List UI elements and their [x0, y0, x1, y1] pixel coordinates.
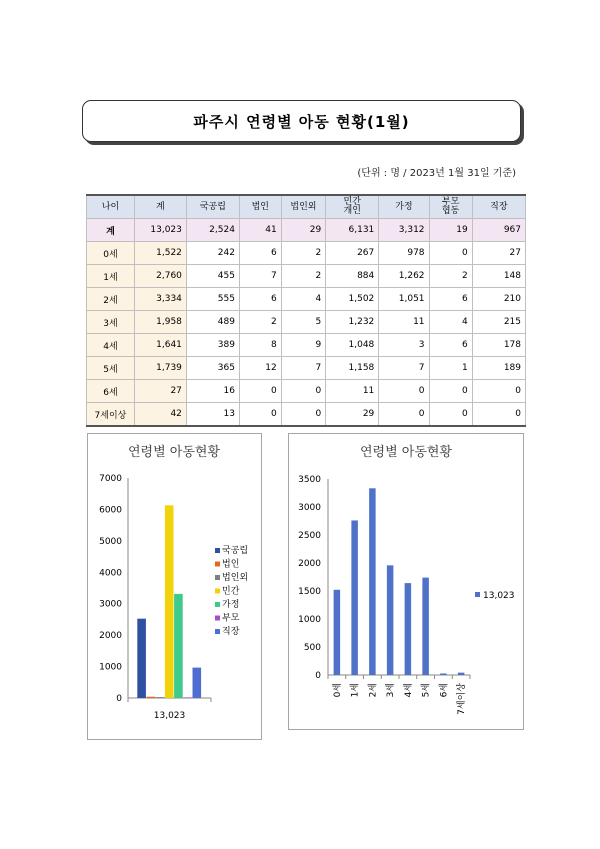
legend-label: 13,023 [483, 591, 515, 601]
bar [369, 488, 376, 675]
bar [422, 578, 429, 675]
table-cell: 3 [379, 334, 429, 357]
column-header-text: 법인 [251, 201, 269, 212]
table-cell: 4 [281, 288, 326, 311]
bar [458, 673, 465, 675]
row-label: 4세 [87, 334, 135, 357]
table-cell: 0 [472, 380, 525, 403]
bar [183, 697, 192, 698]
table-cell: 4 [429, 311, 472, 334]
table-cell: 178 [472, 334, 525, 357]
chart-by-age [288, 433, 524, 730]
table-cell: 6 [239, 288, 281, 311]
row-label: 6세 [87, 380, 135, 403]
table-cell: 978 [379, 242, 429, 265]
table-cell: 27 [134, 380, 186, 403]
legend-swatch [215, 629, 220, 634]
table-cell: 0 [429, 380, 472, 403]
y-tick-label: 4000 [99, 568, 122, 579]
x-tick-label: 4세 [403, 683, 414, 698]
table-cell: 29 [326, 403, 379, 427]
table-cell: 1,048 [326, 334, 379, 357]
row-label: 0세 [87, 242, 135, 265]
table-cell: 148 [472, 265, 525, 288]
legend-label: 국공립 [222, 546, 249, 556]
table-cell: 189 [472, 357, 525, 380]
page-title: 파주시 연령별 아동 현황(1월) [193, 112, 410, 131]
table-cell: 0 [281, 380, 326, 403]
column-header-text: 법인외 [290, 201, 317, 212]
table-cell: 0 [429, 403, 472, 427]
y-tick-label: 0 [315, 671, 321, 681]
y-tick-label: 2000 [99, 631, 122, 642]
chart-by-facility [87, 433, 262, 740]
column-header [281, 195, 326, 219]
table-row [87, 380, 526, 403]
table-cell: 2,524 [186, 219, 239, 242]
y-tick-label: 7000 [99, 474, 122, 484]
row-label: 3세 [87, 311, 135, 334]
x-tick-label: 13,023 [153, 711, 186, 721]
column-header [87, 195, 135, 219]
table-cell: 42 [134, 403, 186, 427]
chart-title: 연령별 아동현황 [359, 445, 453, 460]
table-row [87, 311, 526, 334]
column-header [134, 195, 186, 219]
row-label: 7세이상 [87, 403, 135, 427]
table-cell: 489 [186, 311, 239, 334]
legend-swatch [215, 575, 220, 580]
table-cell: 29 [281, 219, 326, 242]
table-cell: 11 [379, 311, 429, 334]
table-cell: 6 [429, 288, 472, 311]
table-cell: 13 [186, 403, 239, 427]
table-cell: 0 [239, 380, 281, 403]
column-header-text: 개인 [343, 206, 361, 216]
table-cell: 1,641 [134, 334, 186, 357]
chart-by-age-svg [289, 434, 523, 729]
table-row [87, 403, 526, 427]
table-cell: 7 [239, 265, 281, 288]
table-cell: 267 [326, 242, 379, 265]
x-tick-label: 0세 [332, 683, 343, 698]
table-cell: 389 [186, 334, 239, 357]
y-tick-label: 6000 [99, 505, 122, 516]
row-label: 2세 [87, 288, 135, 311]
x-tick-label: 7세이상 [457, 683, 468, 715]
table-cell: 6 [429, 334, 472, 357]
y-tick-label: 3500 [298, 475, 321, 485]
title-box [82, 100, 521, 142]
table-cell: 967 [472, 219, 525, 242]
legend-label: 부모 [222, 613, 240, 624]
legend-label: 가정 [222, 600, 240, 610]
table-row [87, 219, 526, 242]
table-cell: 1 [429, 357, 472, 380]
column-header [429, 195, 472, 219]
row-label: 계 [87, 219, 135, 242]
column-header-text: 민간 [343, 197, 361, 207]
bar [147, 697, 156, 698]
bar [440, 673, 447, 675]
table-cell: 1,051 [379, 288, 429, 311]
table-cell: 0 [379, 403, 429, 427]
x-tick-label: 6세 [439, 683, 450, 698]
table-cell: 0 [429, 242, 472, 265]
table-cell: 7 [281, 357, 326, 380]
y-tick-label: 3000 [298, 503, 321, 513]
bar [405, 583, 412, 675]
legend-swatch [215, 616, 220, 621]
table-cell: 16 [186, 380, 239, 403]
x-tick-label: 2세 [368, 683, 379, 698]
y-tick-label: 1000 [298, 615, 321, 625]
bar [137, 619, 146, 698]
table-cell: 1,502 [326, 288, 379, 311]
column-header [186, 195, 239, 219]
legend-swatch [215, 589, 220, 594]
y-tick-label: 2500 [298, 531, 321, 541]
y-tick-label: 5000 [99, 536, 122, 547]
legend-swatch [215, 562, 220, 567]
table-cell: 0 [379, 380, 429, 403]
table-cell: 884 [326, 265, 379, 288]
column-header [472, 195, 525, 219]
table-cell: 555 [186, 288, 239, 311]
legend-label: 법인외 [222, 573, 249, 583]
y-tick-label: 0 [116, 694, 122, 704]
column-header [326, 195, 379, 219]
table-row [87, 242, 526, 265]
table-cell: 2 [429, 265, 472, 288]
x-tick-label: 1세 [350, 683, 361, 698]
column-header-text: 가정 [395, 201, 413, 212]
table-cell: 1,739 [134, 357, 186, 380]
table-cell: 3,334 [134, 288, 186, 311]
y-tick-label: 2000 [298, 559, 321, 569]
column-header-text: 부모 [441, 197, 460, 207]
x-tick-label: 5세 [421, 683, 432, 698]
chart-title: 연령별 아동현황 [127, 445, 221, 460]
table-cell: 455 [186, 265, 239, 288]
table-cell: 7 [379, 357, 429, 380]
table-cell: 2 [281, 242, 326, 265]
chart-by-facility-svg [88, 434, 261, 739]
stats-table [86, 194, 526, 427]
row-label: 1세 [87, 265, 135, 288]
table-cell: 19 [429, 219, 472, 242]
table-header-row [87, 195, 526, 219]
table-cell: 0 [239, 403, 281, 427]
column-header-text: 직장 [490, 201, 508, 212]
table-cell: 242 [186, 242, 239, 265]
y-tick-label: 500 [303, 643, 321, 653]
legend-swatch [215, 602, 220, 607]
table-body [87, 219, 526, 427]
table-cell: 3,312 [379, 219, 429, 242]
table-cell: 12 [239, 357, 281, 380]
table-cell: 11 [326, 380, 379, 403]
bar [334, 590, 341, 675]
unit-note: (단위 : 명 / 2023년 1월 31일 기준) [357, 168, 516, 179]
table-row [87, 357, 526, 380]
table-cell: 2,760 [134, 265, 186, 288]
legend-label: 직장 [222, 627, 240, 637]
table-cell: 6 [239, 242, 281, 265]
y-tick-label: 1500 [298, 587, 321, 597]
table-cell: 0 [472, 403, 525, 427]
bar [156, 697, 165, 698]
column-header [239, 195, 281, 219]
y-tick-label: 1000 [99, 662, 122, 673]
table-cell: 5 [281, 311, 326, 334]
column-header [379, 195, 429, 219]
legend-swatch [215, 548, 220, 553]
table-cell: 1,522 [134, 242, 186, 265]
table-cell: 13,023 [134, 219, 186, 242]
bar [193, 668, 202, 698]
column-header-text: 계 [156, 201, 165, 212]
table-row [87, 288, 526, 311]
bar [351, 520, 358, 675]
table-cell: 27 [472, 242, 525, 265]
bar [174, 594, 183, 698]
table-cell: 1,158 [326, 357, 379, 380]
x-tick-label: 3세 [386, 683, 397, 698]
column-header-text: 나이 [101, 201, 120, 212]
y-tick-label: 3000 [99, 599, 122, 610]
legend-label: 법인 [222, 559, 240, 570]
table-cell: 8 [239, 334, 281, 357]
bar [387, 565, 394, 675]
table-cell: 0 [281, 403, 326, 427]
table-row [87, 265, 526, 288]
table-cell: 1,262 [379, 265, 429, 288]
table-cell: 365 [186, 357, 239, 380]
table-cell: 1,232 [326, 311, 379, 334]
table-cell: 215 [472, 311, 525, 334]
row-label: 5세 [87, 357, 135, 380]
legend-label: 민간 [222, 586, 240, 597]
column-header-text: 국공립 [199, 201, 226, 212]
table-cell: 41 [239, 219, 281, 242]
bar [165, 505, 174, 698]
table-row [87, 334, 526, 357]
column-header-text: 협동 [441, 206, 460, 216]
table-cell: 2 [281, 265, 326, 288]
table-cell: 9 [281, 334, 326, 357]
table-cell: 1,958 [134, 311, 186, 334]
table-cell: 6,131 [326, 219, 379, 242]
legend-swatch [475, 592, 480, 597]
table-cell: 2 [239, 311, 281, 334]
table-cell: 210 [472, 288, 525, 311]
